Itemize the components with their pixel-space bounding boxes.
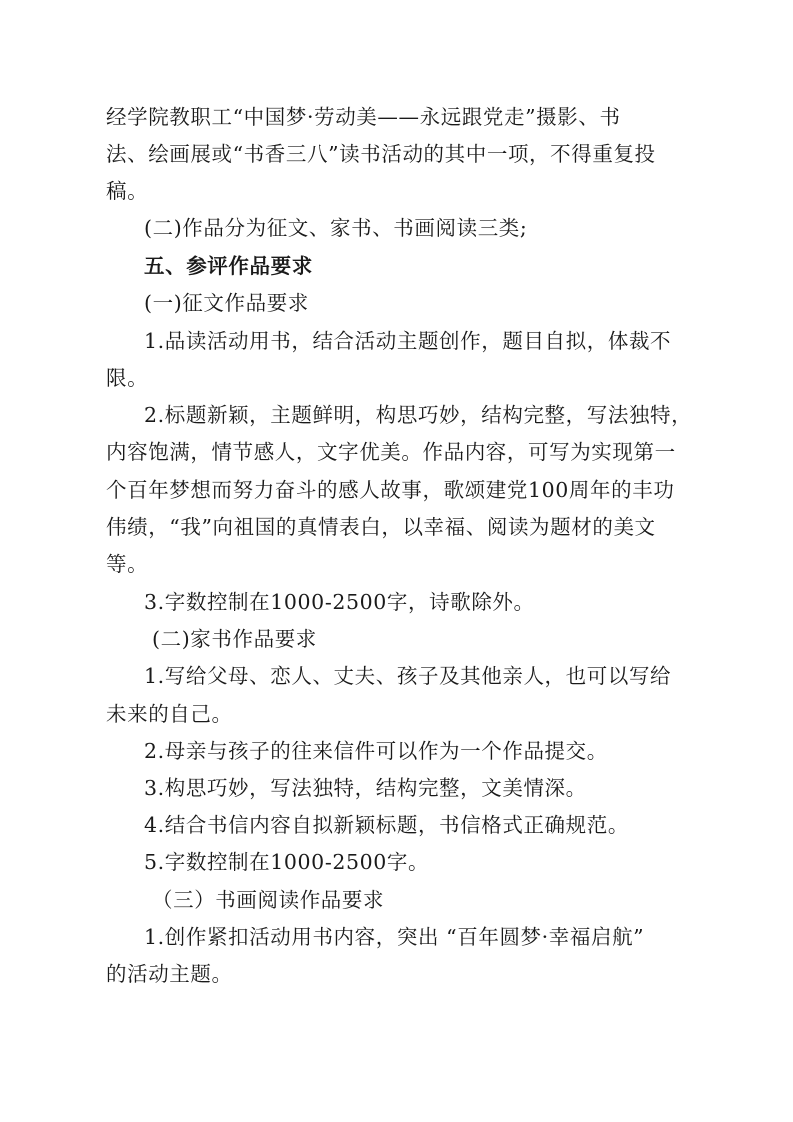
paragraph-line: 2.标题新颖，主题鲜明，构思巧妙，结构完整，写法独特， (144, 403, 693, 427)
paragraph-line: 伟绩，“我”向祖国的真情表白，以幸福、阅读为题材的美文 (106, 515, 656, 539)
subsection-heading: （三）书画阅读作品要求 (152, 888, 385, 912)
subsection-heading: (一)征文作品要求 (144, 291, 309, 315)
paragraph-line: 个百年梦想而努力奋斗的感人故事，歌颂建党100周年的丰功 (106, 478, 675, 502)
paragraph-line: 的活动主题。 (106, 962, 233, 986)
paragraph-line: 2.母亲与孩子的往来信件可以作为一个作品提交。 (144, 739, 608, 763)
paragraph-line: 5.字数控制在1000-2500字。 (144, 850, 430, 874)
paragraph-line: 1.创作紧扣活动用书内容，突出 “百年圆梦·幸福启航” (144, 925, 645, 949)
paragraph-line: 限。 (106, 366, 149, 390)
paragraph-line: 法、绘画展或“书香三八”读书活动的其中一项，不得重复投 (106, 142, 656, 166)
paragraph-line: 稿。 (106, 179, 149, 203)
paragraph-line: 3.字数控制在1000-2500字，诗歌除外。 (144, 590, 535, 614)
paragraph-line: 1.品读活动用书，结合活动主题创作，题目自拟，体裁不 (144, 329, 672, 353)
paragraph-line: (二)作品分为征文、家书、书画阅读三类; (144, 216, 528, 240)
paragraph-line: 未来的自己。 (106, 702, 233, 726)
subsection-heading: (二)家书作品要求 (152, 627, 317, 651)
paragraph-line: 等。 (106, 552, 149, 576)
paragraph-line: 内容饱满，情节感人，文字优美。作品内容，可写为实现第一 (106, 440, 676, 464)
section-heading: 五、参评作品要求 (144, 254, 313, 278)
paragraph-line: 经学院教职工“中国梦·劳动美——永远跟党走”摄影、书 (106, 105, 621, 129)
paragraph-line: 1.写给父母、恋人、丈夫、孩子及其他亲人，也可以写给 (144, 664, 672, 688)
paragraph-line: 3.构思巧妙，写法独特，结构完整，文美情深。 (144, 776, 587, 800)
paragraph-line: 4.结合书信内容自拟新颖标题，书信格式正确规范。 (144, 813, 629, 837)
